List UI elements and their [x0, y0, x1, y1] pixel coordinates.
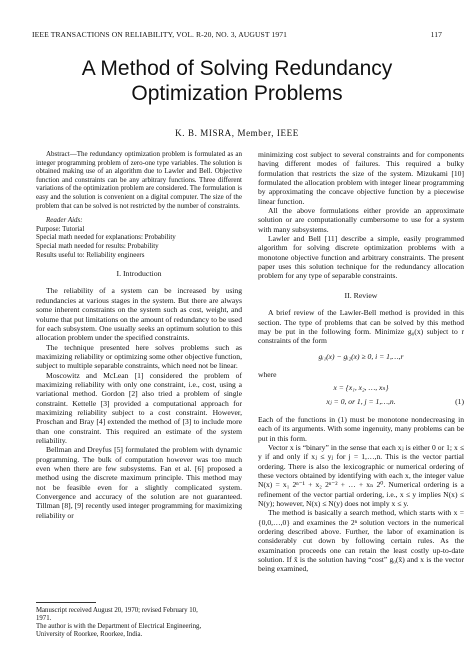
paragraph: The technique presented here solves problems such as maximizing reliability or optimizing some other objective function, subject to multiple separable constraints, which need not be linear. — [36, 342, 242, 371]
text-line: 1971. — [36, 615, 52, 622]
title-line-2: Optimization Problems — [131, 82, 343, 105]
footnote-rule — [36, 602, 96, 603]
paragraph: The method is basically a search method, which starts with x = {0,0,…,0} and examines the 2ⁿ solution vectors in the numerical ordering described above. Further, the labor of examination is considerably cut down by following certain rules. As the examination proceeds one can retain the least costly up-to-date solution. If x̂ is the solution having “cost” g₀(x̂) and x is the vector being examined, — [258, 508, 464, 574]
journal-name: IEEE TRANSACTIONS ON RELIABILITY, VOL. R-20, NO. 3, AUGUST 1971 — [32, 30, 288, 39]
text-line: The author is with the Department of Electrical Engineering, — [36, 623, 202, 630]
equation-binary-text: xⱼ = 0, or 1, j = 1,…,n. — [326, 396, 396, 406]
left-column — [36, 150, 242, 520]
running-header — [32, 30, 442, 39]
paragraph: Moscowitz and McLean [1] considered the problem of maximizing reliability with only one constraint, i.e., cost, using a variational method. Gordon [2] also tried a problem of single constraint. Kettelle [3] provided a computational approach for maximizing reliability subject to a cost constraint. However, Proschan and Bray [4] extended the method of [3] to include more than one constraint. This required an estimate of the system reliability. — [36, 370, 242, 445]
section-heading-review: II. Review — [344, 290, 378, 300]
paragraph: Bellman and Dreyfus [5] formulated the problem with dynamic programming. The bulk of computation however was too much even when there are few subsystems. Fan et al. [6] proposed a method using the discrete maximum principle. This method may not be feasible even for a slightly complicated system. Convergence and accuracy of the solution are not guaranteed. Tillman [8], [9] recently used integer programming for maximizing reliability or — [36, 445, 242, 520]
paragraph: minimizing cost subject to several constraints and for components having different modes of failures. This required a bulky formulation that restricts the size of the system. Mizukami [10] formulated the allocation problem with integer linear programming by approximating the concave objective function by a piecewise linear function. — [258, 150, 464, 206]
text-line: University of Roorkee, Roorkee, India. — [36, 631, 143, 638]
equation-vector-text: x = {x₁, x₂, …, xₙ} — [333, 382, 389, 392]
where-label: where — [258, 369, 277, 379]
text-line: Special math needed for results: Probability — [36, 241, 159, 250]
equation-number: (1) — [455, 396, 464, 406]
reader-aids-heading: Reader Aids: — [46, 216, 83, 225]
paragraph: The reliability of a system can be increased by using redundancies at various stages in the system. But there are always some inherent constraints on the system such as cost, weight, and volume that put limitations on the amount of redundancy to be used for each subsystem. One usually seeks an optimum solution to this allocation problem under the specified constraints. — [36, 286, 242, 343]
abstract-text: Abstract—The redundancy optimization problem is formulated as an integer programming problem of zero-one type variables. The solution is obtained making use of an algorithm due to Lawler and Bell. Objective function and constraints can be any arbitrary functions. Three different variations of the optimization problem are considered. The formulation is easy and the solution is convenient on a digital computer. The size of the problem that can be solved is not restricted by the number of constraints. — [36, 150, 242, 210]
section-heading-introduction: I. Introduction — [116, 269, 162, 279]
equation-constraint-text: gᵢ₁(x) − gᵢ₂(x) ≥ 0, i = 1,…,r — [318, 351, 404, 361]
paragraph: Each of the functions in (1) must be monotone nondecreasing in each of its arguments. With some ingenuity, many problems can be put in this form. — [258, 414, 464, 443]
reader-aids — [36, 216, 242, 259]
paragraph: A brief review of the Lawler-Bell method is provided in this section. The type of problems that can be solved by this method may be put in the following form. Minimize g₀(x) subject to r constraints of the form — [258, 308, 464, 346]
title-line-1: A Method of Solving Redundancy — [81, 57, 393, 80]
right-column — [258, 150, 464, 574]
text-line: Purpose: Tutorial — [36, 224, 85, 233]
paragraph: Vector x is “binary” in the sense that each xⱼ is either 0 or 1; x ≤ y if and only if xⱼ ≤ yⱼ for j = 1,…,n. This is the vector partial ordering. There is also the lexicographic or numerical ordering of these vectors obtained by identifying with each x, the integer value N(x) = x₁ 2ⁿ⁻¹ + x₂ 2ⁿ⁻² + … + xₙ 2⁰. Numerical ordering is a refinement of the vector partial ordering, i.e., x ≤ y implies N(x) ≤ N(y); however, N(x) ≤ N(y) does not imply x ≤ y. — [258, 442, 464, 508]
equation-vector — [258, 383, 464, 397]
paper-title — [0, 56, 474, 106]
text-line: Manuscript received August 20, 1970; revised February 10, — [36, 607, 198, 614]
abstract — [36, 150, 242, 210]
footnote — [36, 602, 242, 639]
paragraph: All the above formulations either provide an approximate solution or are computationally cumbersome to use for a system with many subsystems. — [258, 206, 464, 234]
author-line: K. B. MISRA, Member, IEEE — [175, 128, 299, 138]
text-line: Results useful to: Reliability engineers — [36, 250, 145, 259]
equation-binary — [258, 397, 464, 411]
text-line: Special math needed for explanations: Probability — [36, 233, 176, 242]
equation-constraint — [258, 352, 464, 366]
footnote-text — [36, 607, 242, 639]
paragraph: Lawler and Bell [11] describe a simple, easily programmed algorithm for solving discrete optimization problems with a monotone objective function and arbitrary constraints. The present paper uses this solution technique for the redundancy allocation problem for any type of separable constraints. — [258, 234, 464, 281]
page-number: 117 — [430, 30, 442, 39]
reader-aids-list — [36, 225, 242, 259]
